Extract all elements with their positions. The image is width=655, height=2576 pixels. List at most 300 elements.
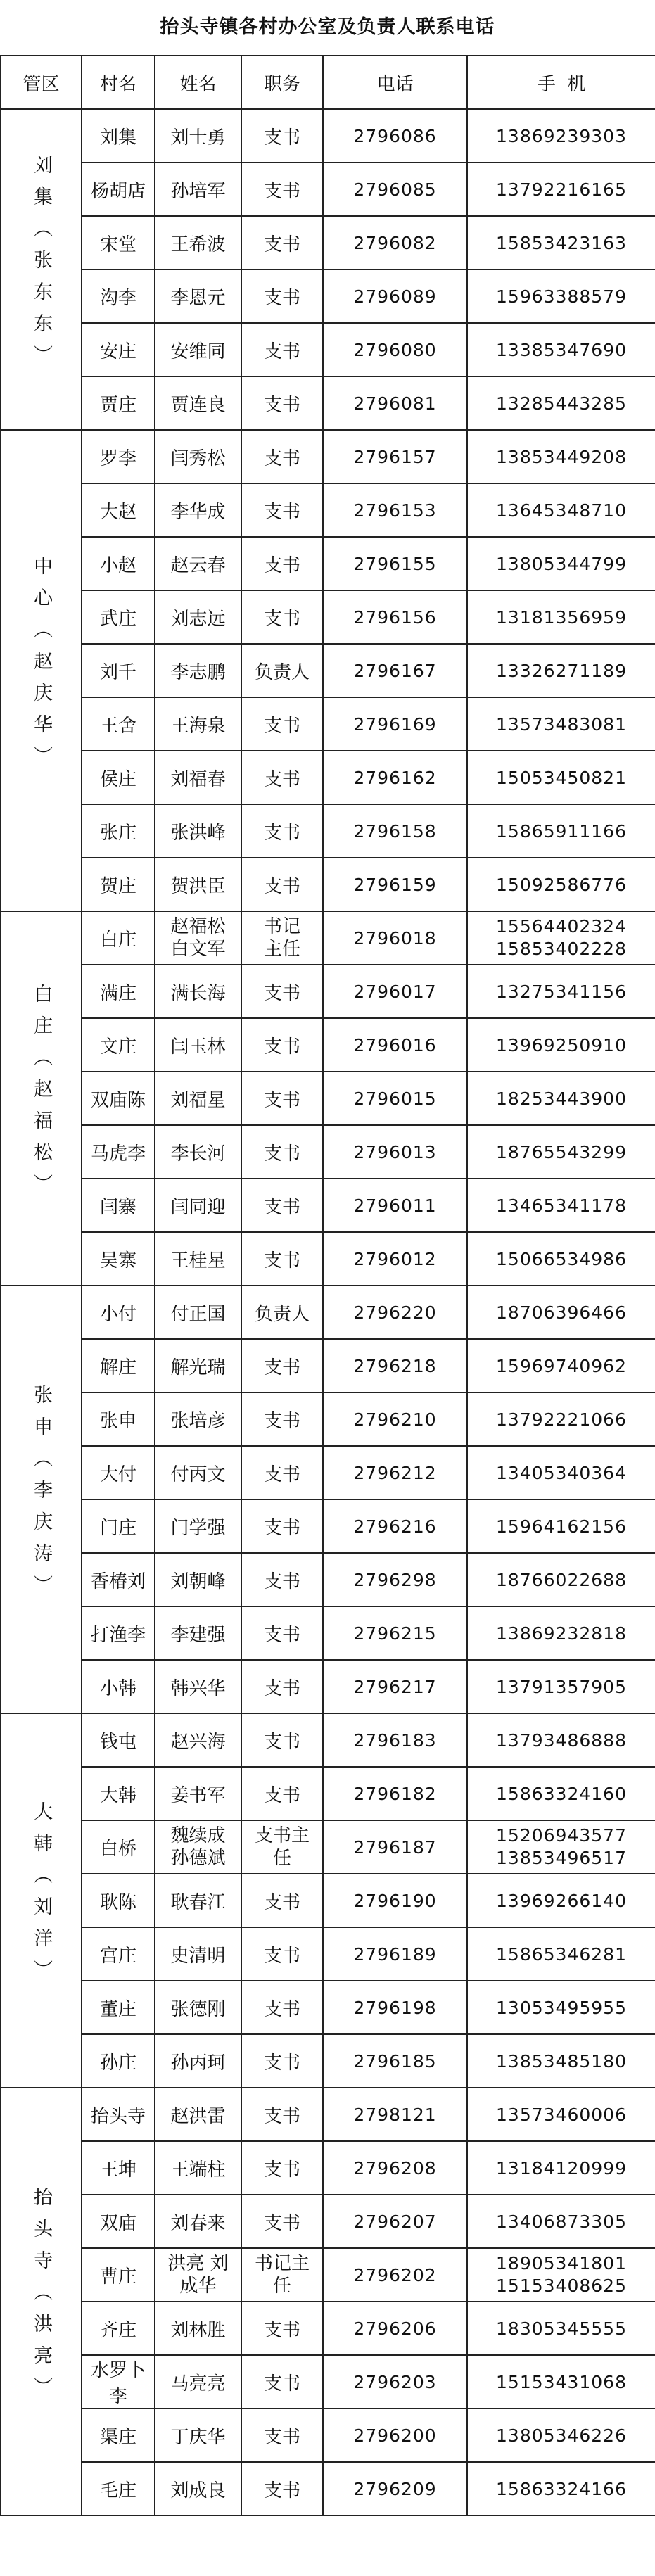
table-row [1, 804, 655, 858]
role-cell [241, 2195, 323, 2248]
mobile-number-line: 13184120999 [496, 2157, 627, 2178]
office-phone: 2796167 [323, 644, 467, 697]
office-phone: 2796086 [323, 109, 467, 163]
role-cell-line: 支书 [263, 2212, 300, 2234]
office-phone: 2796202 [323, 2248, 467, 2302]
person-name-line: 付丙文 [170, 1464, 226, 1485]
table-row [1, 1553, 655, 1606]
person-name [155, 1072, 241, 1125]
mobile-number [467, 858, 655, 911]
role-cell [241, 1927, 323, 1981]
mobile-number [467, 1713, 655, 1767]
person-name [155, 1713, 241, 1767]
person-name [155, 109, 241, 163]
person-name-line: 孙培军 [170, 180, 226, 202]
person-name [155, 858, 241, 911]
person-name-line: 刘福春 [170, 768, 226, 790]
role-cell [241, 1179, 323, 1232]
village-name: 曹庄 [82, 2248, 155, 2302]
village-name: 抬头寺 [82, 2088, 155, 2141]
person-name [155, 644, 241, 697]
table-row [1, 2088, 655, 2141]
person-name-line: 姜书军 [170, 1784, 226, 1806]
mobile-number [467, 269, 655, 323]
role-cell [241, 911, 323, 965]
office-phone: 2796182 [323, 1767, 467, 1820]
role-cell-line: 支书 [263, 1998, 300, 2020]
role-cell-line: 支书 [263, 1677, 300, 1699]
person-name-line: 刘福星 [170, 1089, 226, 1111]
office-phone: 2796017 [323, 965, 467, 1018]
person-name-line: 赵洪雷 [170, 2105, 226, 2127]
village-name: 耿陈 [82, 1874, 155, 1927]
role-cell-line: 支书 [263, 875, 300, 897]
district-label: 中心（赵庆华） [30, 555, 53, 778]
role-cell-line: 支书 [263, 394, 300, 416]
mobile-number-line: 13969250910 [496, 1034, 627, 1055]
office-phone: 2796185 [323, 2034, 467, 2088]
role-cell-line: 支书 [263, 1891, 300, 1913]
role-cell [241, 1874, 323, 1927]
village-name: 门庄 [82, 1499, 155, 1553]
village-name: 大赵 [82, 483, 155, 537]
person-name-line: 解光瑞 [170, 1357, 226, 1378]
mobile-number [467, 911, 655, 965]
village-name: 水罗卜李 [82, 2355, 155, 2409]
office-phone: 2796298 [323, 1553, 467, 1606]
table-row [1, 1499, 655, 1553]
person-name-line: 白文军 [170, 939, 226, 960]
mobile-number-line: 18905341801 [496, 2253, 627, 2273]
mobile-number-line: 15963388579 [496, 286, 627, 307]
role-cell [241, 2355, 323, 2409]
table-row [1, 590, 655, 644]
office-phone: 2796220 [323, 1286, 467, 1339]
person-name [155, 1286, 241, 1339]
mobile-number-line: 13792221066 [496, 1409, 627, 1430]
role-cell-line: 任 [272, 1848, 291, 1869]
table-row [1, 1660, 655, 1713]
person-name [155, 269, 241, 323]
page-title: 抬头寺镇各村办公室及负责人联系电话 [160, 16, 495, 38]
village-name: 渠庄 [82, 2409, 155, 2462]
mobile-number-line: 13053495955 [496, 1997, 627, 2018]
person-name-line: 闫玉林 [170, 1036, 226, 1058]
person-name [155, 2302, 241, 2355]
mobile-number-line: 13969266140 [496, 1890, 627, 1911]
village-name: 王舍 [82, 697, 155, 751]
person-name-line: 安维同 [170, 341, 226, 362]
mobile-number [467, 751, 655, 804]
person-name [155, 2141, 241, 2195]
person-name [155, 216, 241, 269]
office-phone: 2796210 [323, 1392, 467, 1446]
role-cell-line: 支书 [263, 1196, 300, 1218]
mobile-number [467, 1981, 655, 2034]
mobile-number [467, 1125, 655, 1179]
role-cell-line: 支书 [263, 448, 300, 469]
person-name [155, 163, 241, 216]
table-row [1, 537, 655, 590]
person-name-line: 王海泉 [170, 715, 226, 737]
person-name [155, 2034, 241, 2088]
mobile-number-line: 13853449208 [496, 446, 627, 467]
person-name-line: 耿春江 [170, 1891, 226, 1913]
role-cell-line: 支书主 [254, 1825, 310, 1846]
person-name-line: 张培彦 [170, 1410, 226, 1432]
office-phone: 2796153 [323, 483, 467, 537]
table-row [1, 376, 655, 430]
person-name [155, 1339, 241, 1392]
mobile-number [467, 1072, 655, 1125]
mobile-number [467, 2302, 655, 2355]
mobile-number [467, 1392, 655, 1446]
district-label: 大韩（刘洋） [30, 1801, 53, 1992]
office-phone: 2796082 [323, 216, 467, 269]
office-phone: 2796212 [323, 1446, 467, 1499]
role-cell-line: 支书 [263, 2052, 300, 2074]
table-row [1, 2248, 655, 2302]
role-cell-line: 书记 [263, 916, 300, 937]
role-cell-line: 支书 [263, 1784, 300, 1806]
role-cell [241, 163, 323, 216]
person-name [155, 323, 241, 376]
person-name-line: 李长河 [170, 1143, 226, 1165]
office-phone: 2796011 [323, 1179, 467, 1232]
role-cell [241, 804, 323, 858]
mobile-number [467, 1874, 655, 1927]
village-name: 打渔李 [82, 1606, 155, 1660]
person-name [155, 2355, 241, 2409]
office-phone: 2796159 [323, 858, 467, 911]
mobile-number-line: 15853402228 [496, 939, 627, 959]
person-name-line: 闫秀松 [170, 448, 226, 469]
table-row [1, 1286, 655, 1339]
person-name-line: 刘士勇 [170, 127, 226, 148]
village-name: 杨胡店 [82, 163, 155, 216]
person-name-line: 刘成良 [170, 2480, 226, 2501]
mobile-number-line: 18305345555 [496, 2318, 627, 2339]
table-body [1, 109, 655, 2515]
mobile-number [467, 537, 655, 590]
person-name-line: 魏续成 [170, 1825, 226, 1846]
table-row [1, 216, 655, 269]
mobile-number-line: 13285443285 [496, 393, 627, 414]
mobile-number-line: 13791357905 [496, 1676, 627, 1697]
mobile-number [467, 2462, 655, 2515]
district-cell [1, 911, 82, 1286]
role-cell [241, 216, 323, 269]
mobile-number-line: 13793486888 [496, 1730, 627, 1751]
village-name: 满庄 [82, 965, 155, 1018]
office-phone: 2796081 [323, 376, 467, 430]
mobile-number-line: 18765543299 [496, 1141, 627, 1162]
village-name: 双庙陈 [82, 1072, 155, 1125]
person-name [155, 537, 241, 590]
mobile-number [467, 1018, 655, 1072]
village-name: 小韩 [82, 1660, 155, 1713]
office-phone: 2796198 [323, 1981, 467, 2034]
mobile-number [467, 1232, 655, 1286]
office-phone: 2796012 [323, 1232, 467, 1286]
table-row [1, 109, 655, 163]
role-cell [241, 1981, 323, 2034]
role-cell-line: 书记主 [254, 2253, 310, 2274]
office-phone: 2796207 [323, 2195, 467, 2248]
table-row [1, 965, 655, 1018]
mobile-number [467, 483, 655, 537]
mobile-number [467, 590, 655, 644]
mobile-number [467, 216, 655, 269]
table-row [1, 2355, 655, 2409]
person-name-line: 孙丙珂 [170, 2052, 226, 2074]
role-cell [241, 644, 323, 697]
role-cell-line: 支书 [263, 1624, 300, 1646]
person-name [155, 2409, 241, 2462]
mobile-number-line: 13869239303 [496, 125, 627, 146]
role-cell [241, 1499, 323, 1553]
role-cell-line: 支书 [263, 341, 300, 362]
person-name-line: 韩兴华 [170, 1677, 226, 1699]
mobile-number [467, 965, 655, 1018]
mobile-number-line: 13405340364 [496, 1462, 627, 1483]
village-name: 大韩 [82, 1767, 155, 1820]
person-name [155, 1125, 241, 1179]
header-phone: 电话 [323, 56, 467, 109]
table-row [1, 483, 655, 537]
table-row [1, 1232, 655, 1286]
role-cell [241, 109, 323, 163]
person-name-line: 门学强 [170, 1517, 226, 1539]
office-phone: 2796217 [323, 1660, 467, 1713]
header-village: 村名 [82, 56, 155, 109]
table-row [1, 1606, 655, 1660]
role-cell [241, 1660, 323, 1713]
table-row [1, 1981, 655, 2034]
person-name-line: 刘朝峰 [170, 1571, 226, 1592]
mobile-number [467, 1179, 655, 1232]
village-name: 刘集 [82, 109, 155, 163]
office-phone: 2796203 [323, 2355, 467, 2409]
mobile-number-line: 15969740962 [496, 1355, 627, 1376]
district-label: 白庄（赵福松） [30, 983, 53, 1205]
office-phone: 2796013 [323, 1125, 467, 1179]
table-row [1, 1072, 655, 1125]
office-phone: 2796018 [323, 911, 467, 965]
person-name-line: 洪亮 刘 [167, 2253, 229, 2274]
person-name [155, 483, 241, 537]
person-name [155, 1553, 241, 1606]
role-cell [241, 376, 323, 430]
table-row [1, 644, 655, 697]
village-name: 张申 [82, 1392, 155, 1446]
role-cell-line: 支书 [263, 982, 300, 1004]
district-label: 抬头寺（洪亮） [30, 2186, 53, 2409]
table-row [1, 2302, 655, 2355]
person-name [155, 2248, 241, 2302]
office-phone: 2796215 [323, 1606, 467, 1660]
mobile-number-line: 13869232818 [496, 1623, 627, 1644]
person-name-line: 王希波 [170, 234, 226, 255]
table-row [1, 430, 655, 483]
table-row [1, 2034, 655, 2088]
role-cell-line: 支书 [263, 501, 300, 523]
mobile-number-line: 13853485180 [496, 2050, 627, 2071]
office-phone: 2796089 [323, 269, 467, 323]
person-name [155, 1767, 241, 1820]
role-cell [241, 1125, 323, 1179]
mobile-number [467, 1446, 655, 1499]
role-cell [241, 1072, 323, 1125]
role-cell [241, 965, 323, 1018]
person-name-line: 赵福松 [170, 916, 226, 937]
mobile-number-line: 13853496517 [496, 1848, 627, 1868]
person-name-line: 满长海 [170, 982, 226, 1004]
person-name-line: 赵兴海 [170, 1731, 226, 1753]
table-row [1, 2462, 655, 2515]
role-cell [241, 858, 323, 911]
mobile-number-line: 13181356959 [496, 607, 627, 628]
person-name [155, 590, 241, 644]
mobile-number [467, 430, 655, 483]
table-row [1, 751, 655, 804]
mobile-number-line: 15853423163 [496, 232, 627, 253]
person-name [155, 804, 241, 858]
table-row [1, 1392, 655, 1446]
district-label: 张申（李庆涛） [30, 1384, 53, 1606]
village-name: 小赵 [82, 537, 155, 590]
district-cell [1, 1713, 82, 2088]
role-cell [241, 1018, 323, 1072]
person-name-line: 刘林胜 [170, 2319, 226, 2341]
office-phone: 2796085 [323, 163, 467, 216]
role-cell-line: 支书 [263, 554, 300, 576]
role-cell [241, 323, 323, 376]
mobile-number [467, 323, 655, 376]
role-cell-line: 支书 [263, 768, 300, 790]
mobile-number-line: 15865911166 [496, 820, 627, 842]
village-name: 孙庄 [82, 2034, 155, 2088]
person-name [155, 1981, 241, 2034]
district-cell [1, 2088, 82, 2515]
office-phone: 2796016 [323, 1018, 467, 1072]
role-cell-line: 支书 [263, 2319, 300, 2341]
role-cell-line: 主任 [263, 939, 300, 960]
mobile-number [467, 376, 655, 430]
village-name: 闫寨 [82, 1179, 155, 1232]
table-row [1, 163, 655, 216]
mobile-number [467, 2248, 655, 2302]
table-row [1, 2141, 655, 2195]
office-phone: 2796080 [323, 323, 467, 376]
village-name: 刘千 [82, 644, 155, 697]
role-cell [241, 2302, 323, 2355]
mobile-number-line: 13573460006 [496, 2104, 627, 2125]
table-row [1, 1179, 655, 1232]
office-phone: 2796015 [323, 1072, 467, 1125]
person-name-line: 闫同迎 [170, 1196, 226, 1218]
mobile-number [467, 2195, 655, 2248]
role-cell [241, 2034, 323, 2088]
village-name: 文庄 [82, 1018, 155, 1072]
role-cell [241, 430, 323, 483]
person-name-line: 贺洪臣 [170, 875, 226, 897]
role-cell [241, 2088, 323, 2141]
table-row [1, 269, 655, 323]
role-cell-line: 支书 [263, 127, 300, 148]
mobile-number-line: 13326271189 [496, 660, 627, 681]
role-cell [241, 1820, 323, 1874]
village-name: 武庄 [82, 590, 155, 644]
role-cell [241, 1392, 323, 1446]
role-cell-line: 支书 [263, 2426, 300, 2448]
role-cell [241, 590, 323, 644]
mobile-number-line: 13275341156 [496, 981, 627, 1002]
mobile-number-line: 13385347690 [496, 339, 627, 360]
role-cell-line: 支书 [263, 287, 300, 309]
mobile-number-line: 13465341178 [496, 1195, 627, 1216]
district-label: 刘集（张东东） [30, 154, 53, 376]
mobile-number [467, 644, 655, 697]
mobile-number [467, 1286, 655, 1339]
header-mobile: 手 机 [467, 56, 655, 109]
village-name: 宫庄 [82, 1927, 155, 1981]
mobile-number-line: 15863324160 [496, 1783, 627, 1804]
mobile-number [467, 1339, 655, 1392]
office-phone: 2796189 [323, 1927, 467, 1981]
person-name [155, 1392, 241, 1446]
role-cell [241, 1339, 323, 1392]
role-cell [241, 1713, 323, 1767]
person-name [155, 965, 241, 1018]
mobile-number-line: 13573483081 [496, 713, 627, 735]
person-name-line: 成华 [179, 2276, 217, 2297]
person-name [155, 430, 241, 483]
table-row [1, 1713, 655, 1767]
role-cell-line: 支书 [263, 1089, 300, 1111]
mobile-number [467, 2141, 655, 2195]
person-name-line: 李华成 [170, 501, 226, 523]
office-phone: 2796208 [323, 2141, 467, 2195]
contact-table [0, 55, 655, 2516]
mobile-number [467, 2034, 655, 2088]
mobile-number-line: 18706396466 [496, 1302, 627, 1323]
mobile-number-line: 15153408625 [496, 2276, 627, 2296]
role-cell-line: 支书 [263, 1250, 300, 1271]
role-cell [241, 1446, 323, 1499]
office-phone: 2796200 [323, 2409, 467, 2462]
office-phone: 2796155 [323, 537, 467, 590]
table-row [1, 2409, 655, 2462]
village-name: 毛庄 [82, 2462, 155, 2515]
office-phone: 2796216 [323, 1499, 467, 1553]
mobile-number-line: 15564402324 [496, 916, 627, 937]
office-phone: 2796162 [323, 751, 467, 804]
role-cell [241, 1286, 323, 1339]
village-name: 齐庄 [82, 2302, 155, 2355]
person-name [155, 1820, 241, 1874]
role-cell [241, 1606, 323, 1660]
role-cell-line: 支书 [263, 2159, 300, 2181]
person-name [155, 1660, 241, 1713]
person-name-line: 孙德斌 [170, 1848, 226, 1869]
mobile-number-line: 18253443900 [496, 1088, 627, 1109]
role-cell [241, 1232, 323, 1286]
mobile-number [467, 2409, 655, 2462]
person-name-line: 史清明 [170, 1945, 226, 1967]
mobile-number [467, 163, 655, 216]
mobile-number-line: 13792216165 [496, 179, 627, 200]
